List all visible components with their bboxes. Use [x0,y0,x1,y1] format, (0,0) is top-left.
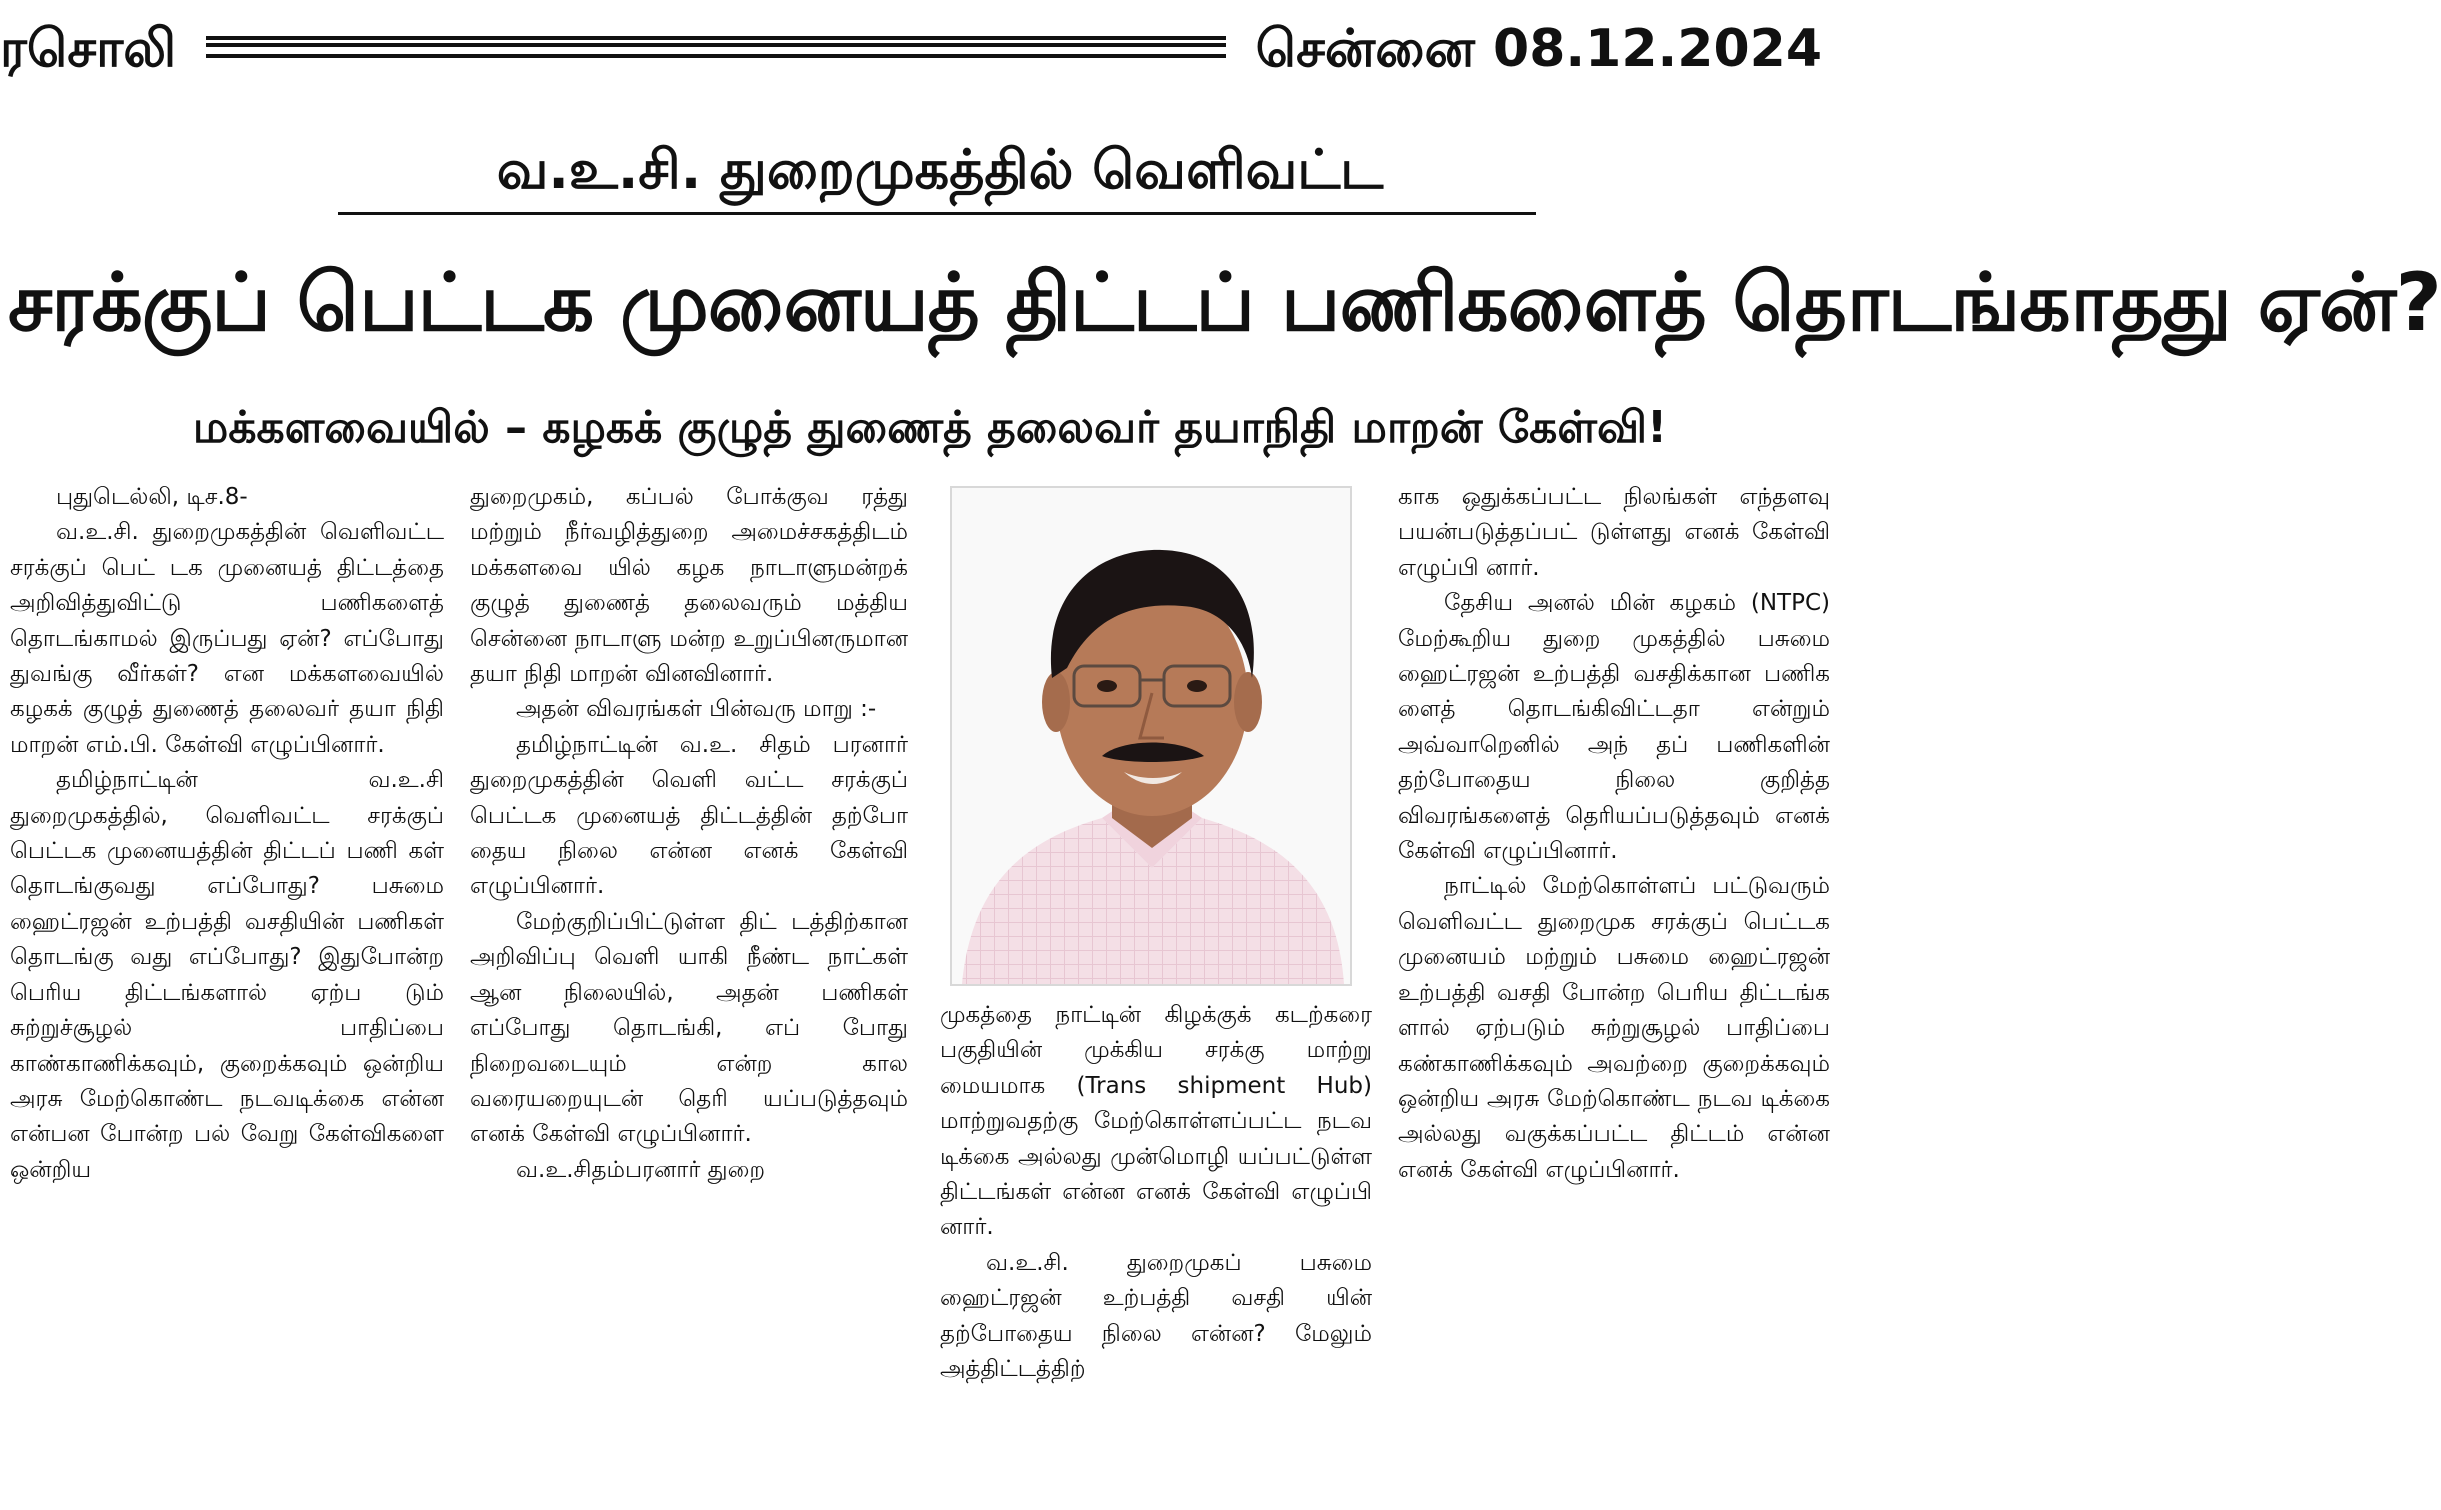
portrait-photo [950,486,1352,986]
kicker-headline: வ.உ.சி. துறைமுகத்தில் வெளிவட்ட [496,138,1384,201]
sub-headline: மக்களவையில் – கழகக் குழுத் துணைத் தலைவர் தயாநிதி மாறன் கேள்வி! [192,402,1668,453]
paragraph: வ.உ.சி. துறைமுகப் பசுமை ஹைட்ரஜன் உற்பத்தி வசதி யின் தற்போதைய நிலை என்ன? மேலும் அத்திட்டத்திற் [940,1249,1372,1383]
paragraph: வ.உ.சி. துறைமுகத்தின் வெளிவட்ட சரக்குப் பெட் டக முனையத் திட்டத்தை அறிவித்துவிட்டு பணிகளைத் தொடங்காமல் இருப்பது ஏன்? எப்போது துவங்கு வீர்கள்? என மக்களவையில் கழகக் குழுத் துணைத் தலைவர் தயா நிதி மாறன் எம்.பி. கேள்வி எழுப்பினார். [10,519,444,758]
paragraph: அதன் விவரங்கள் பின்வரு மாறு :- [516,696,877,723]
paragraph: தமிழ்நாட்டின் வ.உ. சிதம் பரனார் துறைமுகத்தின் வெளி வட்ட சரக்குப் பெட்டக முனையத் திட்டத்தின் தற்போ தைய நிலை என்ன எனக் கேள்வி எழுப்பினார். [470,731,908,900]
paragraph: வ.உ.சிதம்பரனார் துறை [516,1156,766,1183]
paragraph: நாட்டில் மேற்கொள்ளப் பட்டுவரும் வெளிவட்ட துறைமுக சரக்குப் பெட்டக முனையம் மற்றும் பசுமை ஹைட்ரஜன் உற்பத்தி வசதி போன்ற பெரிய திட்டங்க ளால் ஏற்படும் சுற்றுசூழல் பாதிப்பை கண்காணிக்கவும் அவற்றை குறைக்கவும் ஒன்றிய அரசு மேற்கொண்ட நடவ டிக்கை அல்லது வகுக்கப்பட்ட திட்டம் என்ன எனக் கேள்வி எழுப்பினார். [1398,873,1830,1183]
article-column-3 [940,998,1372,1510]
paragraph: தேசிய அனல் மின் கழகம் (NTPC) மேற்கூறிய துறை முகத்தில் பசுமை ஹைட்ரஜன் உற்பத்தி வசதிக்கான பணிக ளைத் தொடங்கிவிட்டதா என்றும் அவ்வாறெனில் அந் தப் பணிகளின் தற்போதைய நிலை குறித்த விவரங்களைத் தெரியப்படுத்தவும் எனக் கேள்வி எழுப்பினார். [1398,590,1830,865]
place-date: சென்னை 08.12.2024 [1255,19,1822,79]
paragraph: தமிழ்நாட்டின் வ.உ.சி துறைமுகத்தில், வெளிவட்ட சரக்குப் பெட்டக முனையத்தின் திட்டப் பணி கள் தொடங்குவது எப்போது? பசுமை ஹைட்ரஜன் உற்பத்தி வசதியின் பணிகள் தொடங்கு வது எப்போது? இதுபோன்ற பெரிய திட்டங்களால் ஏற்ப டும் சுற்றுச்சூழல் பாதிப்பை காண்காணிக்கவும், குறைக்கவும் ஒன்றிய அரசு மேற்கொண்ட நடவடிக்கை என்ன என்பன போன்ற பல் வேறு கேள்விகளை ஒன்றிய [10,767,444,1183]
article-column-2 [470,480,908,1510]
dateline: புதுடெல்லி, டிச.8- [56,484,248,510]
newspaper-name: ரசொலி [0,19,177,79]
paragraph: மேற்குறிப்பிட்டுள்ள திட் டத்திற்கான அறிவிப்பு வெளி யாகி நீண்ட நாட்கள் ஆன நிலையில், அதன் பணிகள் எப்போது தொடங்கி, எப் போது நிறைவடையும் என்ற கால வரையறையுடன் தெரி யப்படுத்தவும் எனக் கேள்வி எழுப்பினார். [470,908,908,1148]
masthead [0,6,1838,92]
masthead-rule [206,36,1226,58]
article-column-4 [1398,480,1830,1510]
main-headline: சரக்குப் பெட்டக முனையத் திட்டப் பணிகளைத் தொடங்காதது ஏன்? [8,256,2441,349]
portrait-illustration [952,488,1350,984]
paragraph: முகத்தை நாட்டின் கிழக்குக் கடற்கரை பகுதியின் முக்கிய சரக்கு மாற்று மையமாக (Trans shipment Hub) மாற்றுவதற்கு மேற்கொள்ளப்பட்ட நடவ டிக்கை அல்லது முன்மொழி யப்பட்டுள்ள திட்டங்கள் என்ன எனக் கேள்வி எழுப்பி னார். [940,1002,1372,1241]
paragraph: காக ஒதுக்கப்பட்ட நிலங்கள் எந்தளவு பயன்படுத்தப்பட் டுள்ளது எனக் கேள்வி எழுப்பி னார். [1398,484,1830,581]
article-column-1 [10,480,444,1510]
paragraph: துறைமுகம், கப்பல் போக்குவ ரத்து மற்றும் நீர்வழித்துறை அமைச்சகத்திடம் மக்களவை யில் கழக நாடாளுமன்றக் குழுத் துணைத் தலைவரும் மத்திய சென்னை நாடாளு மன்ற உறுப்பினருமான தயா நிதி மாறன் வினவினார். [470,484,908,688]
kicker-underline [338,212,1536,215]
